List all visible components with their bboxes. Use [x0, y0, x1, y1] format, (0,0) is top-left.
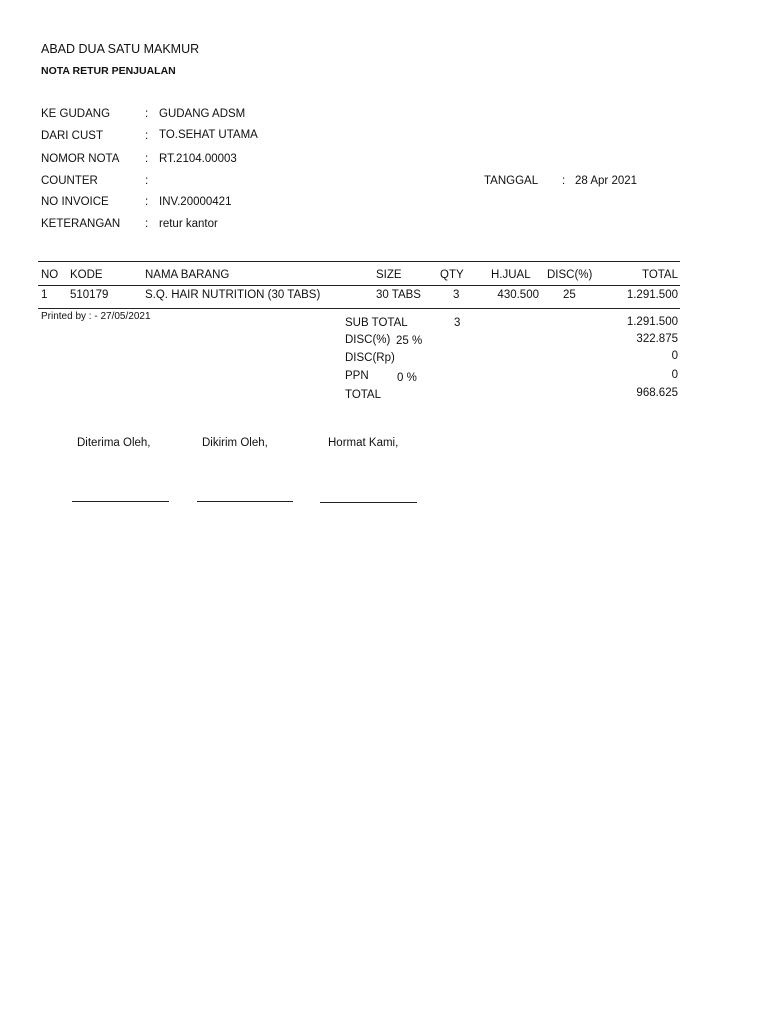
- document-title: NOTA RETUR PENJUALAN: [41, 65, 176, 77]
- field-separator: :: [145, 218, 149, 230]
- summary-ppn-label: PPN: [345, 370, 369, 382]
- field-label-ke-gudang: KE GUDANG: [41, 108, 111, 120]
- field-label-dari-cust: DARI CUST: [41, 130, 103, 142]
- cell-h-jual: 430.500: [497, 289, 539, 301]
- col-header-size: SIZE: [376, 269, 402, 281]
- company-name: ABAD DUA SATU MAKMUR: [41, 42, 200, 56]
- field-value-dari-cust: TO.SEHAT UTAMA: [159, 129, 258, 141]
- field-separator: :: [145, 175, 149, 187]
- field-value-no-invoice: INV.20000421: [159, 196, 232, 208]
- summary-subtotal-label: SUB TOTAL: [345, 317, 408, 329]
- field-value-nomor-nota: RT.2104.00003: [159, 153, 237, 165]
- field-label-keterangan: KETERANGAN: [41, 218, 121, 230]
- col-header-disc: DISC(%): [547, 269, 593, 281]
- field-value-tanggal: 28 Apr 2021: [575, 175, 638, 187]
- printed-by: Printed by : - 27/05/2021: [41, 311, 151, 322]
- summary-ppn-rate: 0 %: [397, 372, 417, 384]
- field-separator: :: [145, 153, 149, 165]
- cell-nama-barang: S.Q. HAIR NUTRITION (30 TABS): [145, 289, 321, 301]
- field-label-no-invoice: NO INVOICE: [41, 196, 109, 208]
- field-label-tanggal: TANGGAL: [484, 175, 539, 187]
- summary-disc-rp-label: DISC(Rp): [345, 352, 395, 364]
- table-header-rule: [38, 285, 680, 286]
- signature-label-hormat: Hormat Kami,: [328, 437, 399, 449]
- summary-total-value: 968.625: [636, 387, 678, 399]
- field-value-ke-gudang: GUDANG ADSM: [159, 108, 246, 120]
- cell-size: 30 TABS: [376, 289, 421, 301]
- table-top-rule: [38, 261, 680, 262]
- cell-no: 1: [41, 289, 48, 301]
- field-separator: :: [145, 196, 149, 208]
- table-bottom-rule: [38, 308, 680, 309]
- col-header-total: TOTAL: [642, 269, 678, 281]
- field-value-keterangan: retur kantor: [159, 218, 218, 230]
- field-separator: :: [145, 130, 149, 142]
- col-header-kode: KODE: [70, 269, 103, 281]
- summary-subtotal-qty: 3: [454, 317, 461, 329]
- cell-disc: 25: [563, 289, 576, 301]
- summary-disc-pct-value: 322.875: [636, 333, 678, 345]
- signature-line-hormat: [320, 502, 417, 503]
- col-header-qty: QTY: [440, 269, 464, 281]
- summary-total-label: TOTAL: [345, 389, 381, 401]
- field-separator: :: [562, 175, 566, 187]
- summary-subtotal-value: 1.291.500: [626, 316, 678, 328]
- field-label-nomor-nota: NOMOR NOTA: [41, 153, 120, 165]
- field-separator: :: [145, 108, 149, 120]
- signature-label-dikirim: Dikirim Oleh,: [202, 437, 268, 449]
- cell-total: 1.291.500: [626, 289, 678, 301]
- cell-qty: 3: [453, 289, 460, 301]
- summary-disc-rp-value: 0: [671, 350, 678, 362]
- cell-kode: 510179: [70, 289, 109, 301]
- signature-line-diterima: [72, 501, 169, 502]
- summary-ppn-value: 0: [671, 369, 678, 381]
- summary-disc-pct-rate: 25 %: [396, 335, 423, 347]
- signature-label-diterima: Diterima Oleh,: [77, 437, 151, 449]
- field-label-counter: COUNTER: [41, 175, 98, 187]
- summary-disc-pct-label: DISC(%): [345, 334, 391, 346]
- col-header-nama-barang: NAMA BARANG: [145, 269, 230, 281]
- signature-line-dikirim: [197, 501, 293, 502]
- col-header-h-jual: H.JUAL: [491, 269, 531, 281]
- col-header-no: NO: [41, 269, 59, 281]
